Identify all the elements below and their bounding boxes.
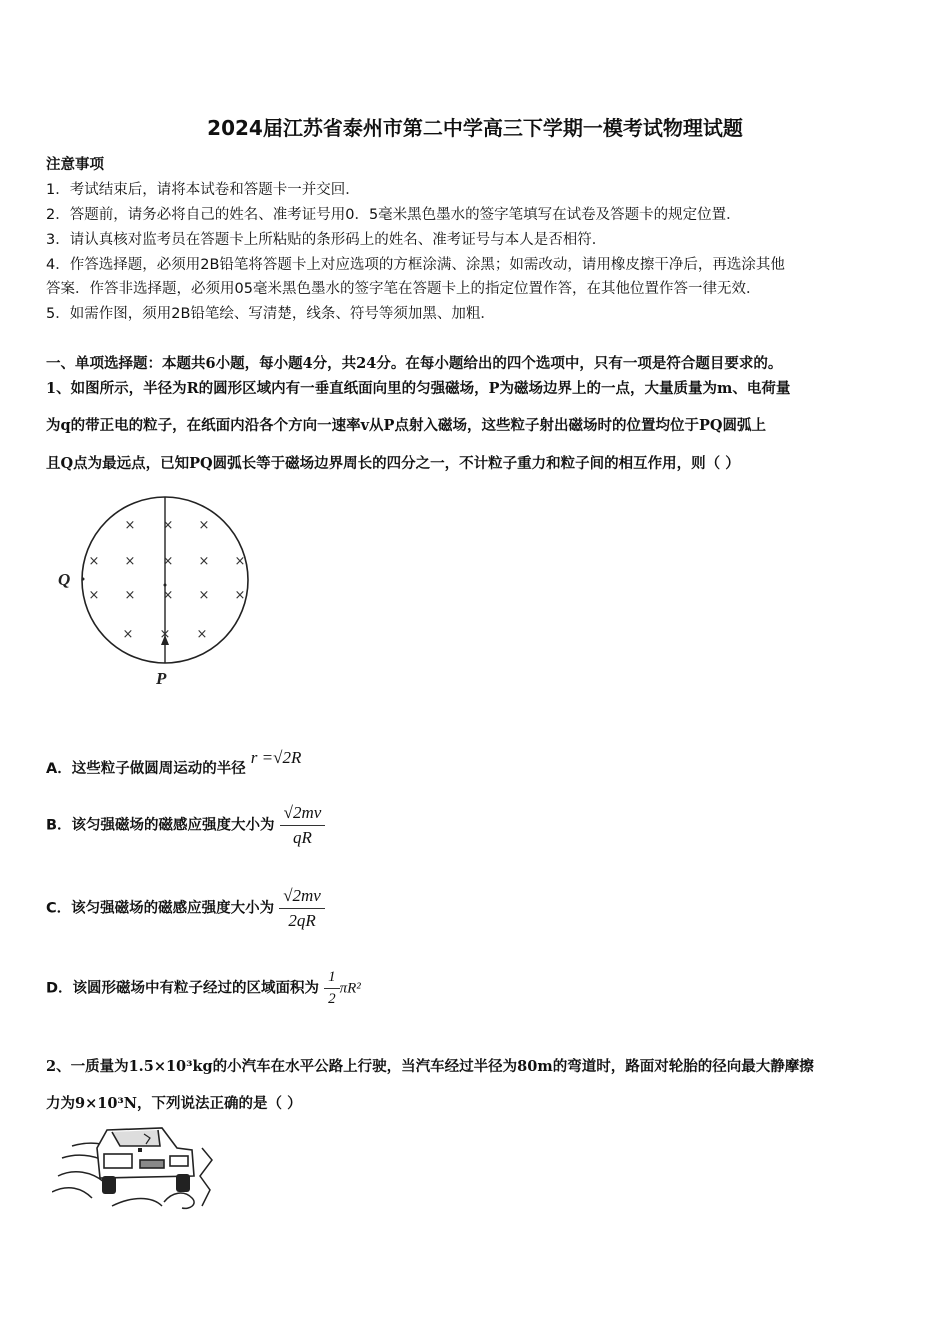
option-d-tail: πR² bbox=[339, 980, 361, 997]
field-mark: × bbox=[159, 627, 171, 642]
magnetic-field-figure bbox=[50, 495, 280, 695]
point-p-label: P bbox=[156, 669, 167, 688]
question-1-line: 为q的带正电的粒子，在纸面内沿各个方向一速率v从P点射入磁场，这些粒子射出磁场时的位置均位于PQ圆弧上 bbox=[46, 417, 766, 434]
field-mark: × bbox=[122, 627, 134, 642]
option-b-text: B．该匀强磁场的磁感应强度大小为 bbox=[46, 817, 275, 834]
field-mark: × bbox=[88, 554, 100, 569]
note-line: 2．答题前，请务必将自己的姓名、准考证号用0．5毫米黑色墨水的签字笔填写在试卷及答题卡的规定位置． bbox=[46, 207, 741, 223]
field-mark: × bbox=[198, 588, 210, 603]
question-2-line: 力为9×10³N，下列说法正确的是（ ） bbox=[46, 1095, 302, 1112]
option-c-fraction bbox=[279, 886, 325, 931]
option-a-formula: r =√2R bbox=[250, 748, 302, 767]
page-title: 2024届江苏省泰州市第二中学高三下学期一模考试物理试题 bbox=[207, 116, 743, 140]
note-line: 5．如需作图，须用2B铅笔绘、写清楚，线条、符号等须加黑、加粗． bbox=[46, 306, 495, 322]
option-d-numerator: 1 bbox=[324, 969, 340, 989]
question-2-line: 2、一质量为1.5×10³kg的小汽车在水平公路上行驶，当汽车经过半径为80m的弯道时，路面对轮胎的径向最大静摩擦 bbox=[46, 1058, 814, 1075]
option-b-denominator: qR bbox=[293, 828, 312, 847]
field-mark: × bbox=[88, 588, 100, 603]
field-mark: × bbox=[234, 588, 246, 603]
field-mark: × bbox=[124, 554, 136, 569]
field-mark: × bbox=[196, 627, 208, 642]
car-on-curve-illustration bbox=[52, 1118, 217, 1213]
option-d-fraction bbox=[324, 969, 340, 1008]
option-a-text: A．这些粒子做圆周运动的半径 bbox=[46, 761, 246, 777]
option-a[interactable] bbox=[46, 748, 302, 778]
option-b[interactable] bbox=[46, 803, 325, 848]
note-line: 4．作答选择题，必须用2B铅笔将答题卡上对应选项的方框涂满、涂黑；如需改动，请用橡皮擦干净后，再选涂其他 bbox=[46, 257, 785, 273]
option-b-fraction bbox=[280, 803, 326, 848]
option-c[interactable] bbox=[46, 886, 325, 931]
option-c-numerator: √2mv bbox=[279, 886, 325, 909]
field-mark: × bbox=[124, 588, 136, 603]
option-d-denominator: 2 bbox=[328, 991, 336, 1007]
option-c-text: C．该匀强磁场的磁感应强度大小为 bbox=[46, 900, 275, 917]
field-mark: × bbox=[124, 518, 136, 533]
field-mark: × bbox=[234, 554, 246, 569]
field-mark: × bbox=[162, 518, 174, 533]
option-c-denominator: 2qR bbox=[288, 911, 316, 930]
field-mark: × bbox=[162, 554, 174, 569]
question-1-line: 且Q点为最远点，已知PQ圆弧长等于磁场边界周长的四分之一，不计粒子重力和粒子间的相互作用，则（ ） bbox=[46, 455, 740, 472]
option-d-text: D．该圆形磁场中有粒子经过的区域面积为 bbox=[46, 980, 320, 997]
option-b-numerator: √2mv bbox=[280, 803, 326, 826]
field-mark: × bbox=[198, 518, 210, 533]
point-q-label: Q bbox=[58, 570, 71, 589]
field-mark: × bbox=[198, 554, 210, 569]
note-line: 3．请认真核对监考员在答题卡上所粘贴的条形码上的姓名、准考证号与本人是否相符． bbox=[46, 232, 607, 248]
notes-heading: 注意事项 bbox=[46, 157, 104, 173]
question-1-line: 1、如图所示，半径为R的圆形区域内有一垂直纸面向里的匀强磁场，P为磁场边界上的一点，大量质量为m、电荷量 bbox=[46, 380, 791, 397]
option-d[interactable] bbox=[46, 969, 361, 1008]
note-line: 答案．作答非选择题，必须用05毫米黑色墨水的签字笔在答题卡上的指定位置作答，在其他位置作答一律无效． bbox=[46, 281, 761, 297]
field-mark: × bbox=[162, 588, 174, 603]
note-line: 1．考试结束后，请将本试卷和答题卡一并交回． bbox=[46, 182, 360, 198]
section-heading: 一、单项选择题：本题共6小题，每小题4分，共24分。在每小题给出的四个选项中，只有一项是符合题目要求的。 bbox=[46, 355, 783, 372]
